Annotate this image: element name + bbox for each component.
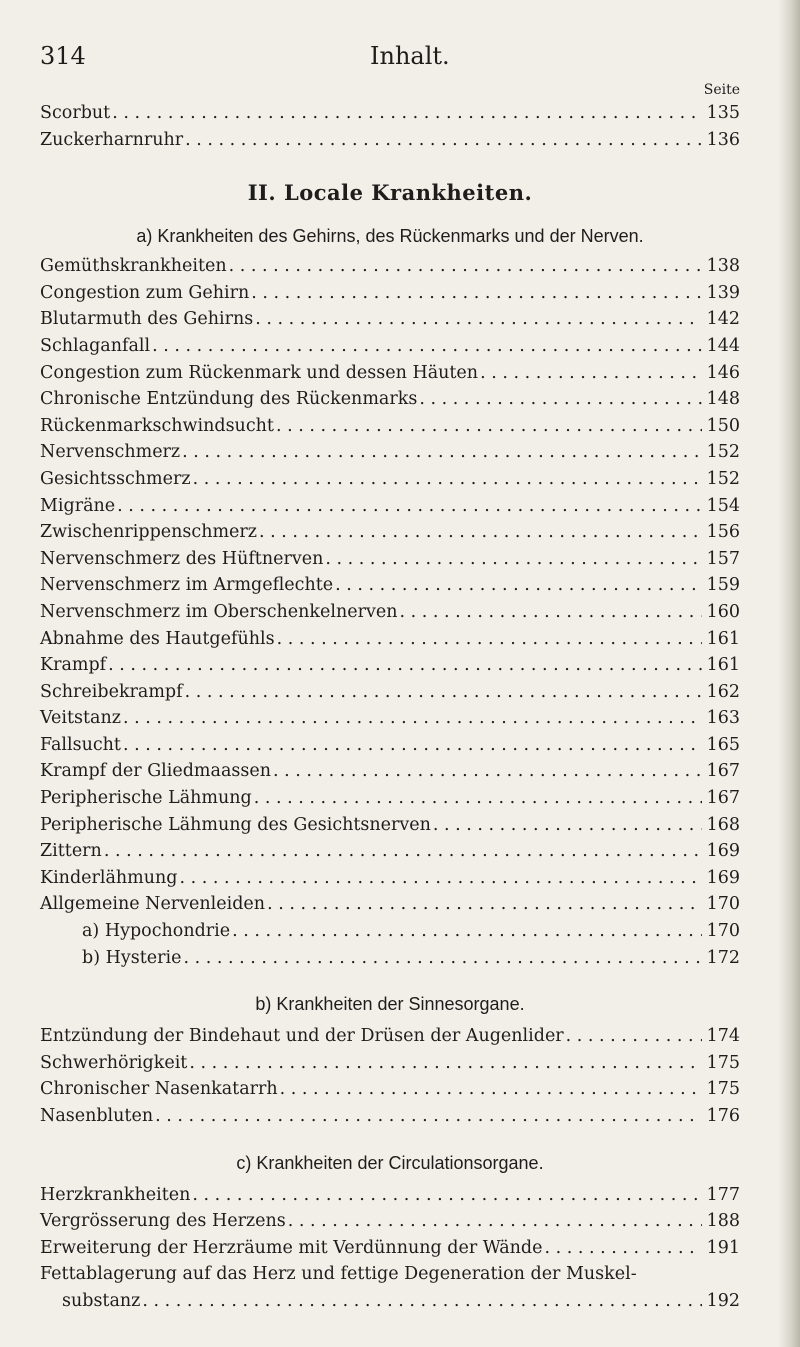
- toc-entry: Zittern . . . 169: [40, 838, 740, 865]
- toc-entry: Allgemeine Nervenleiden . . . 170: [40, 891, 740, 918]
- toc-entry: Gesichtsschmerz . . . 152: [40, 466, 740, 493]
- toc-entry-wrapped: [40, 1261, 740, 1314]
- page-edge-shadow: [778, 0, 800, 1347]
- toc-page: [40, 0, 740, 1311]
- toc-entry: Congestion zum Rückenmark und dessen Häuten . . . 146: [40, 360, 740, 387]
- toc-entry: Erweiterung der Herzräume mit Verdünnung der Wände . . . 191: [40, 1235, 740, 1262]
- top-entries: [40, 100, 740, 153]
- toc-entry-page: 192: [706, 1290, 740, 1311]
- toc-entry: Nervenschmerz im Armgeflechte . . . 159: [40, 572, 740, 599]
- toc-entry: Zwischenrippenschmerz . . . 156: [40, 519, 740, 546]
- toc-entry: Chronische Entzündung des Rückenmarks . . . 148: [40, 386, 740, 413]
- toc-entry: Scorbut . . . 135: [40, 100, 740, 127]
- toc-entry: Herzkrankheiten . . . 177: [40, 1182, 740, 1209]
- subsection-b-entries: [40, 1023, 740, 1129]
- toc-entry: Fallsucht . . . 165: [40, 732, 740, 759]
- toc-entry: Veitstanz . . . 163: [40, 705, 740, 732]
- toc-entry: b) Hysterie . . . 172: [40, 945, 740, 972]
- toc-entry-line2: substanz: [62, 1290, 141, 1311]
- toc-entry: Chronischer Nasenkatarrh . . . 175: [40, 1076, 740, 1103]
- toc-entry: Nervenschmerz . . . 152: [40, 439, 740, 466]
- toc-entry: Vergrösserung des Herzens . . . 188: [40, 1208, 740, 1235]
- subsection-heading-c: c) Krankheiten der Circulationsorgane.: [236, 1152, 544, 1173]
- toc-entry: Schlaganfall . . . 144: [40, 333, 740, 360]
- toc-entry: Krampf . . . 161: [40, 652, 740, 679]
- toc-entry: Nervenschmerz im Oberschenkelnerven . . . 160: [40, 599, 740, 626]
- toc-entry: Zuckerharnruhr . . . 136: [40, 127, 740, 154]
- toc-entry-line1: Fettablagerung auf das Herz und fettige Degeneration der Muskel-: [40, 1264, 637, 1285]
- toc-entry: Nervenschmerz des Hüftnerven . . . 157: [40, 546, 740, 573]
- toc-entry: Migräne . . . 154: [40, 493, 740, 520]
- section-heading: II. Locale Krankheiten.: [247, 180, 533, 206]
- page-number: 314: [40, 42, 86, 70]
- toc-entry: a) Hypochondrie . . . 170: [40, 918, 740, 945]
- toc-entry: Gemüthskrankheiten . . . 138: [40, 253, 740, 280]
- subsection-heading-b: b) Krankheiten der Sinnesorgane.: [255, 994, 525, 1015]
- subsection-c-entries: [40, 1182, 740, 1315]
- subsection-a-entries: [40, 253, 740, 971]
- toc-entry: Peripherische Lähmung . . . 167: [40, 785, 740, 812]
- subsection-heading-a: a) Krankheiten des Gehirns, des Rückenmarks und der Nerven.: [136, 226, 644, 247]
- toc-entry: Peripherische Lähmung des Gesichtsnerven . . . 168: [40, 812, 740, 839]
- toc-entry: Kinderlähmung . . . 169: [40, 865, 740, 892]
- toc-entry: Congestion zum Gehirn . . . 139: [40, 280, 740, 307]
- table-of-contents: [40, 100, 740, 1315]
- toc-entry: Entzündung der Bindehaut und der Drüsen der Augenlider . . . 174: [40, 1023, 740, 1050]
- toc-entry: Blutarmuth des Gehirns . . . 142: [40, 306, 740, 333]
- toc-entry: Schreibekrampf . . . 162: [40, 679, 740, 706]
- toc-entry: Schwerhörigkeit . . . 175: [40, 1050, 740, 1077]
- toc-entry: Abnahme des Hautgefühls . . . 161: [40, 626, 740, 653]
- page-column-label: Seite: [703, 82, 740, 98]
- running-title: Inhalt.: [370, 42, 450, 70]
- page-header: [40, 0, 740, 98]
- toc-entry: Krampf der Gliedmaassen . . . 167: [40, 758, 740, 785]
- toc-entry: Rückenmarkschwindsucht . . . 150: [40, 413, 740, 440]
- toc-entry: Nasenbluten . . . 176: [40, 1103, 740, 1130]
